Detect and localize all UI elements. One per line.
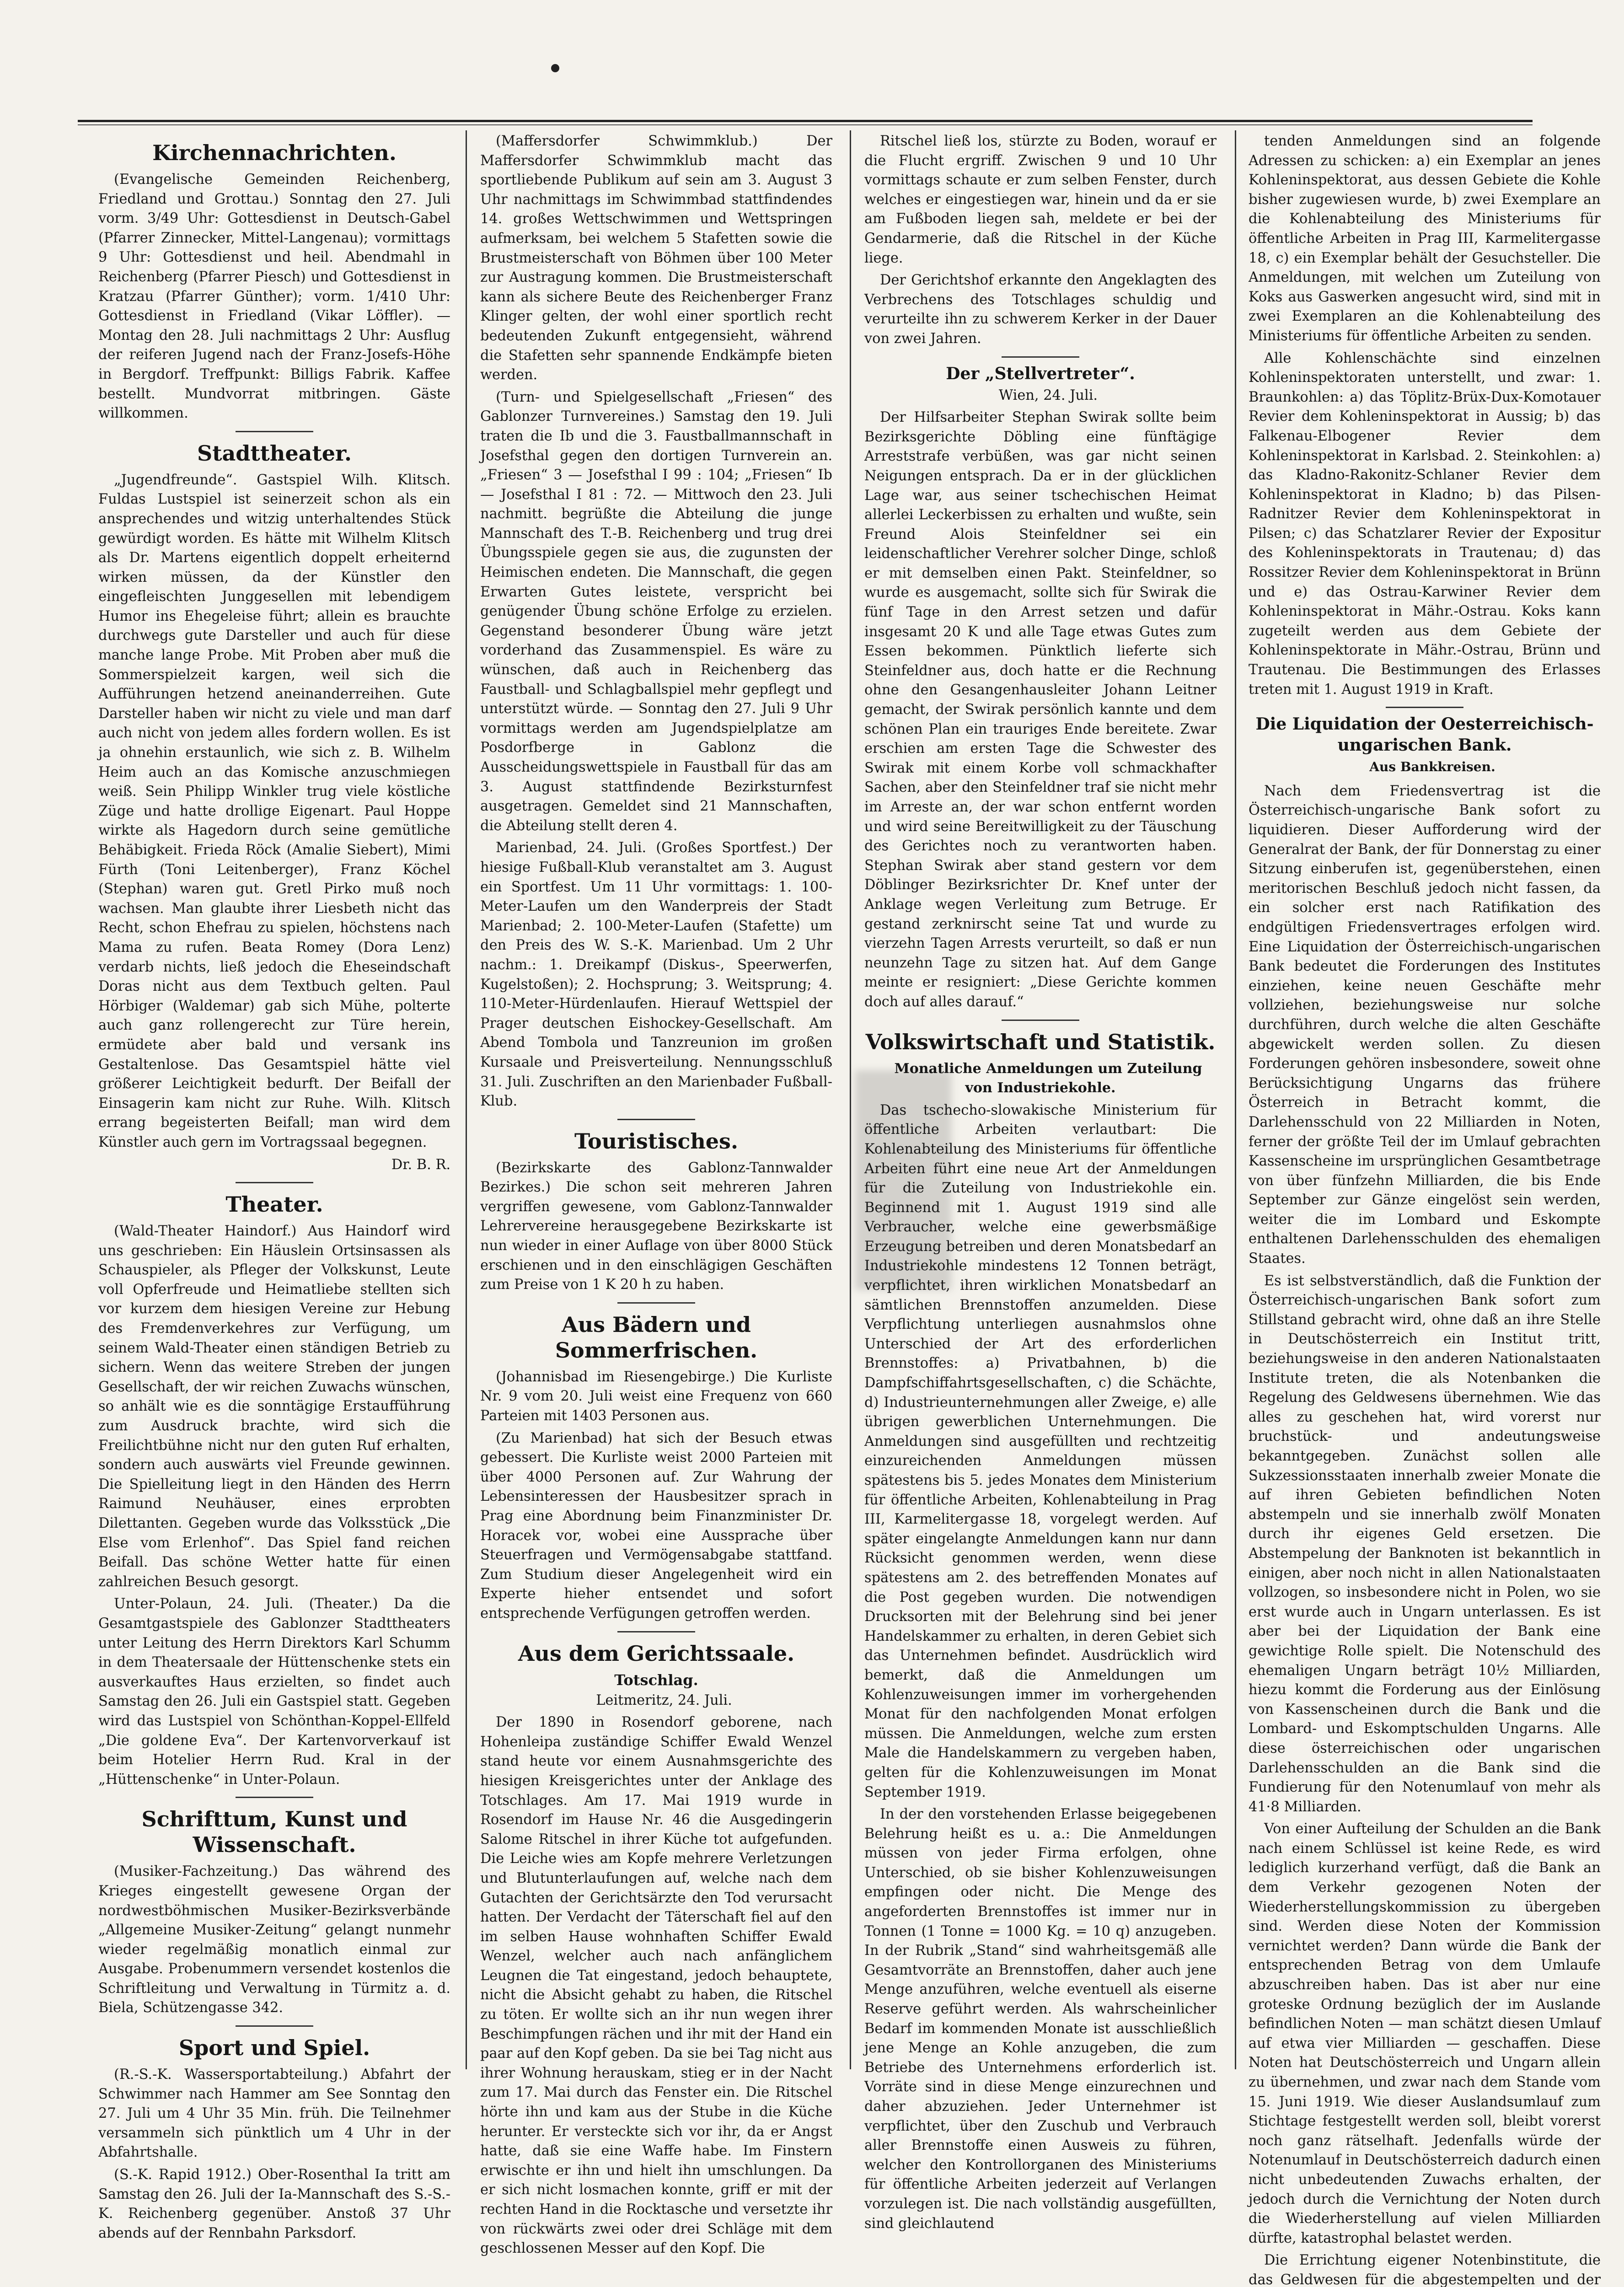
section-rule — [617, 1631, 695, 1632]
article-text: (Maffersdorfer Schwimmklub.) Der Maffersdorfer Schwimmklub macht das sportliebende Publikum auf sein am 3. August 3 Uhr nachmittags im Schwimmbad stattfindendes 14. großes Wettschwimmen und Wettspringen aufmerksam, bei welchem 5 Stafetten sowie die Brustmeisterschaft von Böhmen über 100 Meter zur Austragung kommen. Die Brustmeisterschaft kann als sichere Beute des Reichenberger Franz Klinger gelten, der wohl einer sportlich recht bedeutenden Zukunft entgegensieht, während die Stafetten sehr spannende Endkämpfe bieten werden. — [480, 133, 832, 383]
article-text: „Jugendfreunde“. Gastspiel Wilh. Klitsch. Fuldas Lustspiel ist seinerzeit schon als ein ansprechendes und witzig unterhaltendes Stück gewürdigt worden. Es hätte mit Wilhelm Klitsch als Dr. Martens eigentlich doppelt erheiternd wirken müssen, da der Künstler den eingefleischten Junggesellen mit lebendigem Humor ins Ehegeleise führt; allein es brauchte durchwegs gute Darsteller und auch für diese manche lange Probe. Mit Proben aber muß die Sommerspielzeit kargen, weil sich die Aufführungen hetzend aneinanderreihen. Gute Darsteller haben wir nicht zu viele und man darf auch nicht von jedem alles fordern wollen. Es ist ja ohnehin erstaunlich, wie sich z. B. Wilhelm Heim auch an das Komische anzuschmiegen weiß. Sein Philipp Winkler trug viele köstliche Züge und hatte drollige Eigenart. Paul Hoppe wirkte als Hagedorn durch seine gemütliche Behäbigkeit. Frieda Röck (Amalie Siebert), Mimi Fürth (Toni Leitenberger), Franz Köchel (Stephan) waren gut. Gretl Pirko muß noch wachsen. Man glaubte ihrer Liesbeth nicht das Recht, schon Ehefrau zu spielen, höchstens nach Mama zu rufen. Beata Romey (Dora Lenz) verdarb nichts, ließ jedoch die Eheseindschaft Doras nicht aus dem Textbuch gelten. Paul Hörbiger (Waldemar) gab sich Mühe, polterte auch ganz rollengerecht zur Türe herein, ermüdete aber bald und versank ins Gestaltenlose. Das Gesamtspiel hätte viel größerer Leichtigkeit bedurft. Der Beifall der Einsagerin kam nicht zur Ruhe. Wilh. Klitsch errang begeisterten Beifall; man wird dem Künstler auch gern im Vortragssaal begegnen. — [98, 472, 450, 1150]
article-text: (Johannisbad im Riesengebirge.) Die Kurliste Nr. 9 vom 20. Juli weist eine Frequenz von 660 Parteien mit 1403 Personen aus. — [480, 1369, 832, 1424]
column-4 — [1249, 132, 1601, 2287]
section-title-gericht: Aus dem Gerichtssaale. — [518, 1641, 795, 1666]
column-2 — [480, 132, 832, 2257]
article-text: Der 1890 in Rosendorf geborene, nach Hohenleipa zuständige Schiffer Ewald Wenzel stand heute vor einem Ausnahmsgerichte des hiesigen Kreisgerichtes unter der Anklage des Totschlages. Am 17. Mai 1919 wurde in Rosendorf im Hause Nr. 46 die Ausgedingerin Salome Ritschel in ihrer Küche tot aufgefunden. Die Leiche wies am Kopfe mehrere Verletzungen und Blutunterlaufungen auf, welche nach dem Gutachten der Gerichtsärzte den Tod verursacht hatten. Der Verdacht der Täterschaft fiel auf den im selben Hause wohnhaften Schiffer Ewald Wenzel, welcher auch nach anfänglichem Leugnen die Tat eingestand, jedoch behauptete, nicht die Absicht gehabt zu haben, die Ritschel zu töten. Er wollte sich an ihr nun wegen ihrer Beschimpfungen rächen und ihr mit der Hand ein paar auf den Kopf geben. Da sie bei Tag nicht aus ihrer Wohnung herauskam, stieg er in der Nacht zum 17. Mai durch das Fenster ein. Die Ritschel hörte ihn und kam aus der Stube in die Küche herunter. Er versteckte sich vor ihr, da er Angst hatte, daß sie eine Waffe habe. Im Finstern erwischte er ihn und hielt ihn umschlungen. Da er sich nicht losmachen konnte, griff er mit der rechten Hand in die Rocktasche und versetzte ihr von rückwärts zwei oder drei Schläge mit dem geschlossenen Messer auf den Kopf. Die — [480, 1714, 832, 2257]
article-text: (Wald-Theater Haindorf.) Aus Haindorf wird uns geschrieben: Ein Häuslein Ortsinsassen als Schauspieler, als Pfleger der Volkskunst, Leute voll Opferfreude und Heimatliebe stellten sich vor kurzem dem hiesigen Vereine zur Hebung des Fremdenverkehres zur Verfügung, um seinem Wald-Theater einen ständigen Betrieb zu sichern. Wenn das weitere Streben der jungen Gesellschaft, der wir reichen Zuwachs wünschen, so anhält wie es die sonntägige Erstaufführung zum Ausdruck brachte, wird sich die Freilichtbühne nicht nur den guten Ruf erhalten, sondern auch auswärts viel Freunde gewinnen. Die Spielleitung liegt in den Händen des Herrn Raimund Neuhäuser, eines erprobten Dilettanten. Gegeben wurde das Volksstück „Die Else vom Erlenhof“. Das Spiel fand reichen Beifall. Das schöne Wetter hatte für einen zahlreichen Besuch gesorgt. — [98, 1223, 450, 1590]
article-subtitle: Totschlag. — [614, 1671, 698, 1689]
section-title-theater: Theater. — [225, 1192, 323, 1217]
dateline: Wien, 24. Juli. — [998, 387, 1098, 403]
article-text: Alle Kohlenschächte sind einzelnen Kohleninspektoraten unterstellt, und zwar: 1. Braunkohlen: a) das Töplitz-Brüx-Dux-Komotauer Revier dem Kohleninspektorat in Aussig; b) das Falkenau-Elbogener Revier dem Kohleninspektorat in Karlsbad. 2. Steinkohlen: a) das Kladno-Rakonitz-Schlaner Revier dem Kohleninspektorat in Kladno; b) das Pilsen-Radnitzer Revier dem Kohleninspektorat in Pilsen; c) das Schatzlarer Revier der Expositur des Kohleninspektorats in Trautenau; d) das Rossitzer Revier dem Kohleninspektorat in Brünn und e) das Ostrau-Karwiner Revier dem Kohleninspektorat in Mähr.-Ostrau. Koks kann zugeteilt werden aus dem Gebiete der Kohleninspektorate in Mähr.-Ostrau, Brünn und Trautenau. Die Bestimmungen des Erlasses treten mit 1. August 1919 in Kraft. — [1249, 350, 1601, 698]
section-rule — [1386, 707, 1463, 708]
section-title-sport: Sport und Spiel. — [178, 2035, 370, 2061]
article-text: (S.-K. Rapid 1912.) Ober-Rosenthal Ia tritt am Samstag den 26. Juli der Ia-Mannschaft des S.-S.-K. Reichenberg gegenüber. Anstoß 37 Uhr abends auf der Rennbahn Parksdorf. — [98, 2167, 450, 2241]
page-dot — [551, 64, 559, 72]
article-text: Es ist selbstverständlich, daß die Funktion der Österreichisch-ungarischen Bank sofort zum Stillstand gebracht wird, ohne daß an ihre Stelle in Deutschösterreich ein Institut tritt, beziehungsweise in den anderen Nationalstaaten Institute treten, die als Notenbanken die Regelung des Geldwesens übernehmen. Wie das alles zu geschehen hat, wird vorerst nur bruchstück- und andeutungsweise bekanntgegeben. Zunächst sollen alle Sukzessionsstaaten innerhalb zweier Monate die auf ihren Gebieten befindlichen Noten abstempeln und sie innerhalb zwölf Monaten durch ihr eigenes Geld ersetzen. Die Abstempelung der Banknoten ist bekanntlich in einigen, aber noch nicht in allen Nationalstaaten vollzogen, so insbesondere nicht in Polen, wo sie erst wurde auch in Ungarn unterlassen. Es ist aber bei der Liquidation der Bank eine gewichtige Rolle spielt. Die Notenschuld des ehemaligen Ungarn beträgt 10½ Milliarden, hiezu kommt die Forderung aus der Einlösung von Kassenscheinen durch die Bank und die Lombard- und Eskomptschulden Ungarns. Alle diese österreichischen oder ungarischen Darlehensschulden an die Bank sind die Fundierung für den Notenumlauf von mehr als 41·8 Milliarden. — [1249, 1272, 1601, 1815]
section-rule — [236, 1182, 313, 1183]
article-text: (Bezirkskarte des Gablonz-Tannwalder Bezirkes.) Die schon seit mehreren Jahren vergriffen gewesene, vom Gablonz-Tannwalder Lehrervereine herausgegebene Bezirkskarte ist nun wieder in einer Auflage von über 8000 Stück erschienen und in den einschlägigen Geschäften zum Preise von 1 K 20 h zu haben. — [480, 1160, 832, 1293]
article-text: Die Errichtung eigener Notenbinstitute, die das Geldwesen für die abgestempelten und der — [1249, 2252, 1601, 2287]
section-rule — [617, 1119, 695, 1120]
column-divider — [850, 130, 851, 2069]
column-1 — [98, 132, 450, 2241]
article-text: (R.-S.-K. Wassersportabteilung.) Abfahrt der Schwimmer nach Hammer am See Sonntag den 27. Juli um 4 Uhr 35 Min. früh. Die Teilnehmer versammeln sich pünktlich um 4 Uhr in der Abfahrtshalle. — [98, 2067, 450, 2161]
section-rule — [1002, 1020, 1079, 1021]
column-divider — [466, 130, 467, 2069]
article-source: Aus Bankkreisen. — [1369, 759, 1495, 775]
top-rule-thin — [78, 124, 1533, 125]
article-text: (Turn- und Spielgesellschaft „Friesen“ des Gablonzer Turnvereines.) Samstag den 19. Juli traten die Ib und die 3. Faustballmannschaft in Josefsthal gegen den dortigen Turnverein an. „Friesen“ 3 — Josefsthal I 99 : 104; „Friesen“ Ib — Josefsthal I 81 : 72. — Mittwoch den 23. Juli nachmitt. begrüßte die Abteilung die junge Mannschaft des T.-B. Reichenberg und trug drei Übungsspiele gegen sie aus, die zugunsten der Heimischen endeten. Die Mannschaft, die gegen Erwarten Gutes leistete, verspricht bei genügender Übung schöne Erfolge zu erzielen. Gegenstand besonderer Übung wäre jetzt vorderhand das Zusammenspiel. Es wäre zu wünschen, daß auch in Reichenberg das Faustball- und Schlagballspiel mehr gepflegt und unterstützt würde. — Sonntag den 27. Juli 9 Uhr vormittags werden am Jugendspielplatze am Posdorfberge in Gablonz die Ausscheidungswettspiele in Faustball für das am 3. August stattfindende Bezirksturnfest ausgetragen. Gemeldet sind 21 Mannschaften, die Abteilung stellt deren 4. — [480, 389, 832, 834]
article-text: Unter-Polaun, 24. Juli. (Theater.) Da die Gesamtgastspiele des Gablonzer Stadttheaters unter Leitung des Herrn Direktors Karl Schumm in dem Theatersaale der Hüttenschenke stets ein ausverkauftes Haus erzielten, so findet auch Samstag den 26. Juli ein Gastspiel statt. Gegeben wird das Lustspiel von Schönthan-Koppel-Ellfeld „Die goldene Eva“. Der Kartenvorverkauf ist beim Hotelier Herrn Rud. Kral in der „Hüttenschenke“ in Unter-Polaun. — [98, 1596, 450, 1788]
article-text: (Zu Marienbad) hat sich der Besuch etwas gebessert. Die Kurliste weist 2000 Parteien mit über 4000 Personen auf. Zur Wahrung der Lebensinteressen der Hausbesitzer sprach in Prag eine Abordnung beim Finanzminister Dr. Horacek vor, wobei eine Aussprache über Steuerfragen und Vermögensabgabe stattfand. Zum Studium dieser Angelegenheit wird ein Experte hieher entsendet und sofort entsprechende Verfügungen getroffen werden. — [480, 1430, 832, 1621]
section-title-schrifttum: Schrifttum, Kunst und Wissenschaft. — [141, 1807, 407, 1858]
section-title-baeder: Aus Bädern und Sommerfrischen. — [555, 1312, 758, 1363]
section-title-touristisches: Touristisches. — [574, 1128, 738, 1154]
section-rule — [236, 1797, 313, 1798]
section-rule — [236, 2025, 313, 2027]
top-rule — [78, 120, 1533, 122]
article-text: Ritschel ließ los, stürzte zu Boden, worauf er die Flucht ergriff. Zwischen 9 und 10 Uhr vormittags schaute er zum selben Fenster, durch welches er eingestiegen war, hinein und da er sie am Fußboden liegen sah, meldete er bei der Gendarmerie, daß die Ritschel in der Küche liege. — [864, 133, 1217, 266]
section-title-volkswirtschaft: Volkswirtschaft und Statistik. — [865, 1029, 1216, 1054]
article-text: Marienbad, 24. Juli. (Großes Sportfest.) Der hiesige Fußball-Klub veranstaltet am 3. August ein Sportfest. Um 11 Uhr vormittags: 1. 100-Meter-Laufen um den Wanderpreis der Stadt Marienbad; 2. 100-Meter-Laufen (Stafette) um den Preis des W. S.-K. Marienbad. Um 2 Uhr nachm.: 1. Dreikampf (Diskus-, Speerwerfen, Kugelstoßen); 2. Hochsprung; 3. Weitsprung; 4. 110-Meter-Hürdenlaufen. Hierauf Wettspiel der Prager deutschen Eishockey-Gesellschaft. Am Abend Tombola und Tanzreunion im großen Kursaale und Preisverteilung. Nennungsschluß 31. Juli. Zuschriften an den Marienbader Fußball-Klub. — [480, 840, 832, 1110]
article-text: (Musiker-Fachzeitung.) Das während des Krieges eingestellt gewesene Organ der nordwestböhmischen Musiker-Bezirksverbände „Allgemeine Musiker-Zeitung“ gelangt nunmehr wieder regelmäßig monatlich einmal zur Ausgabe. Probenummern versendet kostenlos die Schriftleitung und Verwaltung in Türmitz a. d. Biela, Schützengasse 342. — [98, 1863, 450, 2016]
article-text: Das tschecho-slowakische Ministerium für öffentliche Arbeiten verlautbart: Die Kohlenabteilung des Ministeriums für öffentliche Arbeiten führt eine neue Art der Anmeldungen für die Zuteilung von Industriekohle ein. Beginnend mit 1. August 1919 sind alle Verbraucher, welche eine gewerbsmäßige Erzeugung betreiben und deren Monatsbedarf an Industriekohle mindestens 12 Tonnen beträgt, verpflichtet, ihren wirklichen Monatsbedarf an sämtlichen Brennstoffen anzumelden. Diese Verpflichtung unterliegen ausnahmslos ohne Unterschied der Art des erforderlichen Brennstoffes: a) Privatbahnen, b) die Dampfschiffahrtsgesellschaften, c) die Schächte, d) Industrieunternehmungen aller Zweige, e) alle übrigen gewerblichen Unternehmungen. Die Anmeldungen sind ausgefüllten und rechtzeitig einzureichenden Anmeldungen müssen spätestens bis 5. jedes Monates dem Ministerium für öffentliche Arbeiten, Kohlenabteilung in Prag III, Karmelitergasse 18, vorgelegt werden. Auf später eingelangte Anmeldungen kann nur dann Rücksicht genommen werden, wenn diese spätestens am 2. des betreffenden Monates auf die Post gegeben wurden. Die notwendigen Drucksorten mit der Belehrung sind bei jener Handelskammer zu erhalten, in deren Gebiet sich das Unternehmen befindet. Ausdrücklich wird bemerkt, daß die Anmeldungen um Kohlenzuweisungen immer im vorhergehenden Monat für den nachfolgenden Monat erfolgen müssen. Die Anmeldungen, welche zum ersten Male die Handelskammern zu vergeben haben, gelten für die Kohlenzuweisungen im Monat September 1919. — [864, 1102, 1217, 1800]
section-title-kirchen: Kirchennachrichten. — [152, 140, 397, 165]
article-title-stellvertreter: Der „Stellvertreter“. — [946, 364, 1135, 383]
column-divider — [1235, 130, 1236, 2069]
article-text: Der Gerichtshof erkannte den Angeklagten des Verbrechens des Totschlages schuldig und verurteilte ihn zu schwerem Kerker in der Dauer von zwei Jahren. — [864, 272, 1217, 347]
article-text: In der den vorstehenden Erlasse beigegebenen Belehrung heißt es u. a.: Die Anmeldungen müssen von jeder Firma erfolgen, ohne Unterschied, ob sie bisher Kohlenzuweisungen empfingen oder nicht. Die Menge des angeforderten Brennstoffes ist immer nur in Tonnen (1 Tonne = 1000 Kg. = 10 q) anzugeben. In der Rubrik „Stand“ sind wahrheitsgemäß alle Gesamtvorräte an Brennstoffen, daher auch jene Menge anzuführen, welche eventuell als eiserne Reserve geführt werden. Als wahrscheinlicher Bedarf im kommenden Monate ist ausschließlich jene Menge an Kohle anzugeben, die zum Betriebe des Unternehmens erforderlich ist. Vorräte sind in diese Menge einzurechnen und daher abzuziehen. Jeder Unternehmer ist verpflichtet, über den Zuschub und Verbrauch aller Brennstoffe einen Ausweis zu führen, welcher den Kontrollorganen des Ministeriums für öffentliche Arbeiten jederzeit auf Verlangen vorzulegen ist. Die nach vollständig ausgefüllten, sind gleichlautend — [864, 1806, 1217, 2232]
column-3 — [864, 132, 1217, 2232]
section-rule — [236, 431, 313, 432]
section-title-stadttheater: Stadttheater. — [197, 440, 352, 466]
article-title-liquidation: Die Liquidation der Oesterreichisch-ungarischen Bank. — [1255, 714, 1594, 755]
dateline: Leitmeritz, 24. Juli. — [596, 1692, 732, 1708]
article-text: (Evangelische Gemeinden Reichenberg, Friedland und Grottau.) Sonntag den 27. Juli vorm. 3/49 Uhr: Gottesdienst in Deutsch-Gabel (Pfarrer Zinnecker, Mittel-Langenau); vormittags 9 Uhr: Gottesdienst und heil. Abendmahl in Reichenberg (Pfarrer Piesch) und Gottesdienst in Kratzau (Pfarrer Günther); vorm. 1/410 Uhr: Gottesdienst in Friedland (Vikar Löffler). — Montag den 28. Juli nachmittags 2 Uhr: Ausflug der reiferen Jugend nach der Franz-Josefs-Höhe in Bergdorf. Treffpunkt: Billigs Fabrik. Kaffee bestellt. Mundvorrat mitbringen. Gäste willkommen. — [98, 172, 450, 422]
section-rule — [1002, 356, 1079, 358]
article-subtitle: Monatliche Anmeldungen um Zuteilung von Industriekohle. — [894, 1060, 1202, 1096]
article-text: Nach dem Friedensvertrag ist die Österreichisch-ungarische Bank sofort zu liquidieren. Dieser Aufforderung wird der Generalrat der Bank, der für Donnerstag zu einer Sitzung einberufen ist, gegenüberstehen, einen meritorischen Beschluß jedoch nicht fassen, da ein solcher erst nach Ratifikation des endgültigen Friedensvertrages erfolgen wird. Eine Liquidation der Österreichisch-ungarischen Bank bedeutet die Forderungen des Institutes einziehen, keine neuen Geschäfte mehr vollziehen, beziehungsweise nur solche durchführen, durch welche die alten Geschäfte abgewickelt werden sollen. Zu diesen Forderungen gehören insbesondere, soweit ohne Berücksichtigung Ungarns das frühere Österreich in Betracht kommt, die Darlehensschuld von 22 Milliarden in Noten, ferner der größte Teil der im Umlauf gebrachten Kassenscheine im ursprünglichen Gesamtbetrage von über fünfzehn Milliarden, die bis Ende September zur Gänze eingelöst sein werden, weiter die im Lombard und Eskompte enthaltenen Darlehensschulden des ehemaligen Staates. — [1249, 783, 1601, 1267]
article-text: Von einer Aufteilung der Schulden an die Bank nach einem Schlüssel ist keine Rede, es wird lediglich kurzerhand verfügt, daß die Bank an dem Verkehr gezogenen Noten der Wiederherstellungskommission zu übergeben sind. Werden diese Noten der Kommission vernichtet werden? Dann würde die Bank der entsprechenden Betrag von dem Umlaufe abzuschreiben haben. Das ist aber nur eine groteske Ordnung bezüglich der im Auslande befindlichen Noten — man schätzt diesen Umlauf auf etwa vier Milliarden — geschaffen. Diese Noten hat Deutschösterreich und Ungarn allein zu übernehmen, und zwar nach dem Stande vom 15. Juni 1919. Wie dieser Auslandsumlauf zum Stichtage festgestellt werden soll, bleibt vorerst noch ganz rätselhaft. Jedenfalls würde der Notenumlauf in Deutschösterreich dadurch einen nicht unbedeutenden Zuwachs erhalten, der jedoch durch die Vernichtung der Noten durch die Wiederherstellung auf vielen Milliarden dürfte, katastrophal belastet werden. — [1249, 1821, 1601, 2246]
author-signature: Dr. B. R. — [391, 1156, 450, 1173]
section-rule — [617, 1302, 695, 1304]
article-text: tenden Anmeldungen sind an folgende Adressen zu schicken: a) ein Exemplar an jenes Kohleninspektorat, aus dessen Gebiete die Kohle bisher zugewiesen wurde, b) zwei Exemplare an die Kohlenabteilung des Ministeriums für öffentliche Arbeiten in Prag III, Karmelitergasse 18, c) ein Exemplar behält der Gesuchsteller. Die Anmeldungen, mit welchen um Zuteilung von Koks aus Gaswerken angesucht wird, sind mit in zwei Exemplaren an die Kohlenabteilung des Ministeriums für öffentliche Arbeiten zu senden. — [1249, 133, 1601, 344]
article-text: Der Hilfsarbeiter Stephan Swirak sollte beim Bezirksgerichte Döbling eine fünftägige Arreststrafe verbüßen, was gar nicht seinen Neigungen entsprach. Da er in der glücklichen Lage war, aus seiner tschechischen Heimat allerlei Leckerbissen zu erhalten und wußte, sein Freund Alois Steinfeldner sei ein leidenschaftlicher Verehrer solcher Dinge, schloß er mit demselben einen Pakt. Steinfeldner, so wurde es ausgemacht, sollte sich für Swirak die fünf Tage in den Arrest setzen und dafür insgesamt 20 K und alle Tage etwas Gutes zum Essen bekommen. Pünktlich lieferte sich Steinfeldner aus, doch hatte er die Rechnung ohne den Gesangenhausleiter Johann Leitner gemacht, der Swirak persönlich kannte und dem schönen Plan ein trauriges Ende bereitete. Zwar erschien am ersten Tage die Schwester des Swirak mit einem Korbe voll schmackhafter Sachen, aber den Steinfeldner traf sie nicht mehr im Arreste an, der war schon entfernt worden und wird seine Bereitwilligkeit zu der Täuschung des Gerichtes noch zu verantworten haben. Stephan Swirak aber stand gestern vor dem Döblinger Bezirksrichter Dr. Knef unter der Anklage wegen Verleitung zum Betruge. Er gestand zerknirscht seine Tat und wurde zu vierzehn Tagen Arrests verurteilt, so daß er nun neunzehn Tage zu sitzen hat. Auf dem Gange meinte er resigniert: „Diese Gerichte kommen doch auf alles darauf.“ — [864, 409, 1217, 1010]
